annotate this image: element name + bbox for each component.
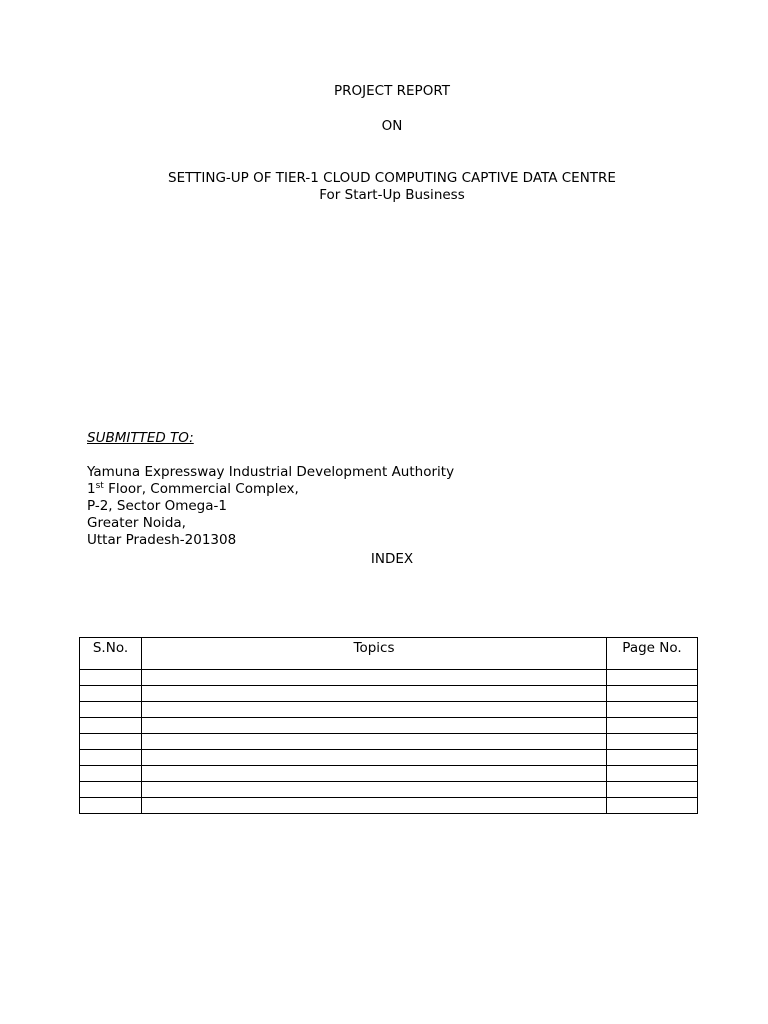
address-sector: P-2, Sector Omega-1 [87,498,227,514]
cell-sno [80,750,142,766]
table-row [80,750,698,766]
cell-page-no [607,734,698,750]
index-header-row [80,638,698,670]
cell-sno [80,718,142,734]
address-state: Uttar Pradesh-201308 [87,532,237,548]
floor-suffix: st [95,481,104,491]
cell-sno [80,798,142,814]
cell-sno [80,734,142,750]
cell-topic [142,798,607,814]
cell-page-no [607,798,698,814]
address-city: Greater Noida, [87,515,186,531]
column-header-sno: S.No. [80,638,142,670]
address-floor [87,481,299,498]
cell-topic [142,686,607,702]
table-row [80,782,698,798]
cell-page-no [607,782,698,798]
index-table [79,637,698,814]
table-row [80,798,698,814]
table-row [80,702,698,718]
table-row [80,718,698,734]
address-organization: Yamuna Expressway Industrial Development Authority [87,464,455,480]
column-header-page-no: Page No. [607,638,698,670]
cell-page-no [607,686,698,702]
table-row [80,734,698,750]
table-row [80,686,698,702]
table-row [80,670,698,686]
report-subtitle: For Start-Up Business [319,187,465,203]
cell-topic [142,766,607,782]
cell-sno [80,766,142,782]
cell-page-no [607,702,698,718]
column-header-topics: Topics [142,638,607,670]
cell-page-no [607,750,698,766]
index-heading: INDEX [370,551,414,567]
cell-sno [80,782,142,798]
submitted-to-label: SUBMITTED TO: [87,430,194,446]
cell-topic [142,750,607,766]
cell-topic [142,782,607,798]
cell-sno [80,670,142,686]
cell-topic [142,670,607,686]
report-title: PROJECT REPORT [334,83,450,99]
report-subject: SETTING-UP OF TIER-1 CLOUD COMPUTING CAPTIVE DATA CENTRE [168,170,616,186]
cell-sno [80,686,142,702]
cell-sno [80,702,142,718]
cell-topic [142,702,607,718]
cell-page-no [607,766,698,782]
cell-page-no [607,670,698,686]
report-on: ON [381,118,403,134]
cell-topic [142,718,607,734]
cell-topic [142,734,607,750]
cell-page-no [607,718,698,734]
floor-number: 1 [87,481,96,497]
table-row [80,766,698,782]
floor-rest: Floor, Commercial Complex, [103,481,299,497]
